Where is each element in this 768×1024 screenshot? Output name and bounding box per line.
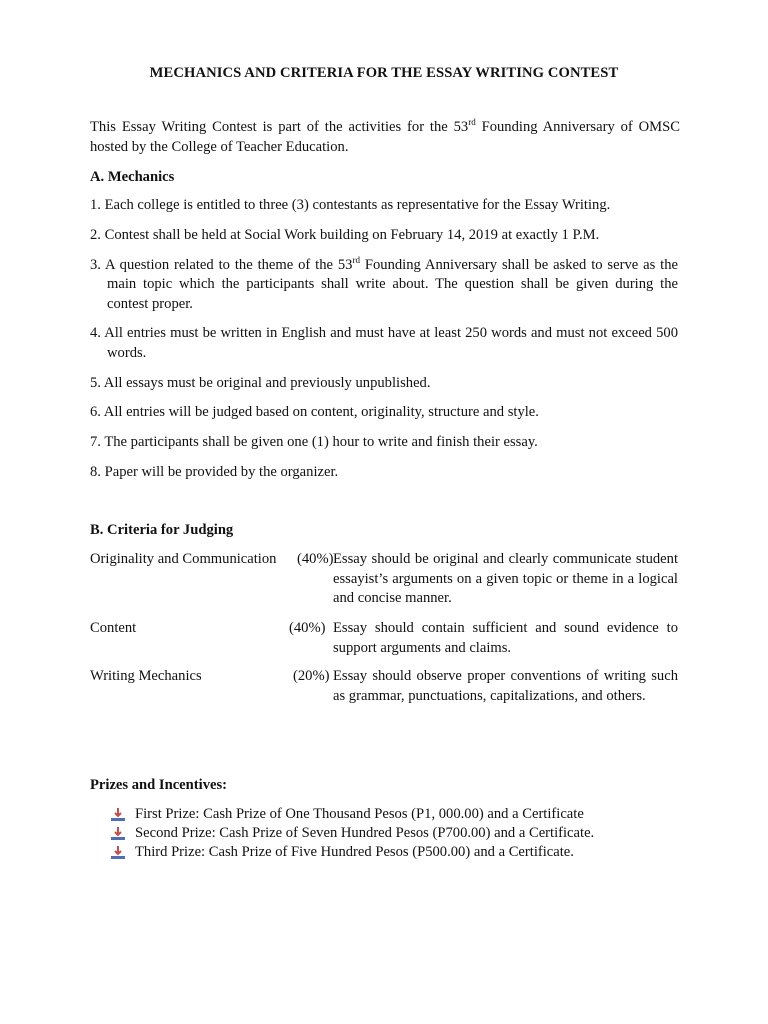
prize-item: [110, 824, 594, 843]
mechanics-item3-superscript: rd: [352, 254, 360, 265]
criteria-percent: (40%): [289, 620, 326, 636]
criteria-description: Essay should observe proper conventions of writing such as grammar, punctuations, capitalizations, and others.: [333, 668, 678, 704]
prize-text: Second Prize: Cash Prize of Seven Hundred Pesos (P700.00) and a Certificate.: [135, 824, 595, 841]
criteria-percent: (20%): [293, 668, 330, 684]
mechanics-item: 7. The participants shall be given one (1) hour to write and finish their essay.: [90, 434, 538, 451]
mechanics-item: 2. Contest shall be held at Social Work building on February 14, 2019 at exactly 1 P.M.: [90, 226, 600, 243]
criteria-name: Content: [90, 620, 137, 636]
intro-superscript: rd: [468, 117, 476, 127]
criteria-description: Essay should be original and clearly communicate student essayist’s arguments on a given topic or theme in a logical and concise manner.: [333, 551, 678, 606]
mechanics-item: 1. Each college is entitled to three (3) contestants as representative for the Essay Writing.: [90, 197, 611, 213]
intro-text-1: This Essay Writing Contest is part of the activities for the 53: [90, 119, 469, 135]
prize-item: [110, 805, 594, 824]
criteria-percent: (40%): [297, 551, 334, 567]
prize-item: [110, 843, 594, 862]
arrow-bullet-icon: [110, 807, 126, 823]
prize-text: Third Prize: Cash Prize of Five Hundred Pesos (P500.00) and a Certificate.: [135, 843, 574, 860]
mechanics-item: 8. Paper will be provided by the organizer.: [90, 464, 339, 481]
criteria-description: Essay should contain sufficient and sound evidence to support arguments and claims.: [333, 620, 678, 656]
mechanics-item3-text-1: 3. A question related to the theme of the 53: [90, 256, 353, 273]
mechanics-heading: A. Mechanics: [90, 169, 175, 185]
document-title: MECHANICS AND CRITERIA FOR THE ESSAY WRITING CONTEST: [149, 65, 619, 81]
mechanics-list: [90, 196, 678, 493]
mechanics-item: 4. All entries must be written in English and must have at least 250 words and must not exceed 500 words.: [90, 325, 678, 361]
mechanics-item: [90, 256, 678, 315]
intro-paragraph: [90, 118, 680, 157]
mechanics-item: 6. All entries will be judged based on content, originality, structure and style.: [90, 404, 539, 421]
criteria-name: Originality and Communication: [90, 551, 277, 567]
arrow-bullet-icon: [110, 826, 126, 842]
prize-text: First Prize: Cash Prize of One Thousand Pesos (P1, 000.00) and a Certificate: [135, 805, 584, 822]
mechanics-item3-text-2: Founding Anniversary shall be asked to serve as the main topic which the participants shall write about. The question shall be given during the contest proper.: [107, 256, 678, 312]
mechanics-item: 5. All essays must be original and previously unpublished.: [90, 374, 431, 391]
criteria-name: Writing Mechanics: [90, 668, 202, 684]
arrow-bullet-icon: [110, 845, 126, 861]
intro-text-2: Founding Anniversary of OMSC hosted by the College of Teacher Education.: [90, 119, 680, 155]
prizes-heading: Prizes and Incentives:: [90, 777, 228, 793]
prizes-list: [110, 805, 594, 862]
criteria-heading: B. Criteria for Judging: [90, 522, 234, 538]
